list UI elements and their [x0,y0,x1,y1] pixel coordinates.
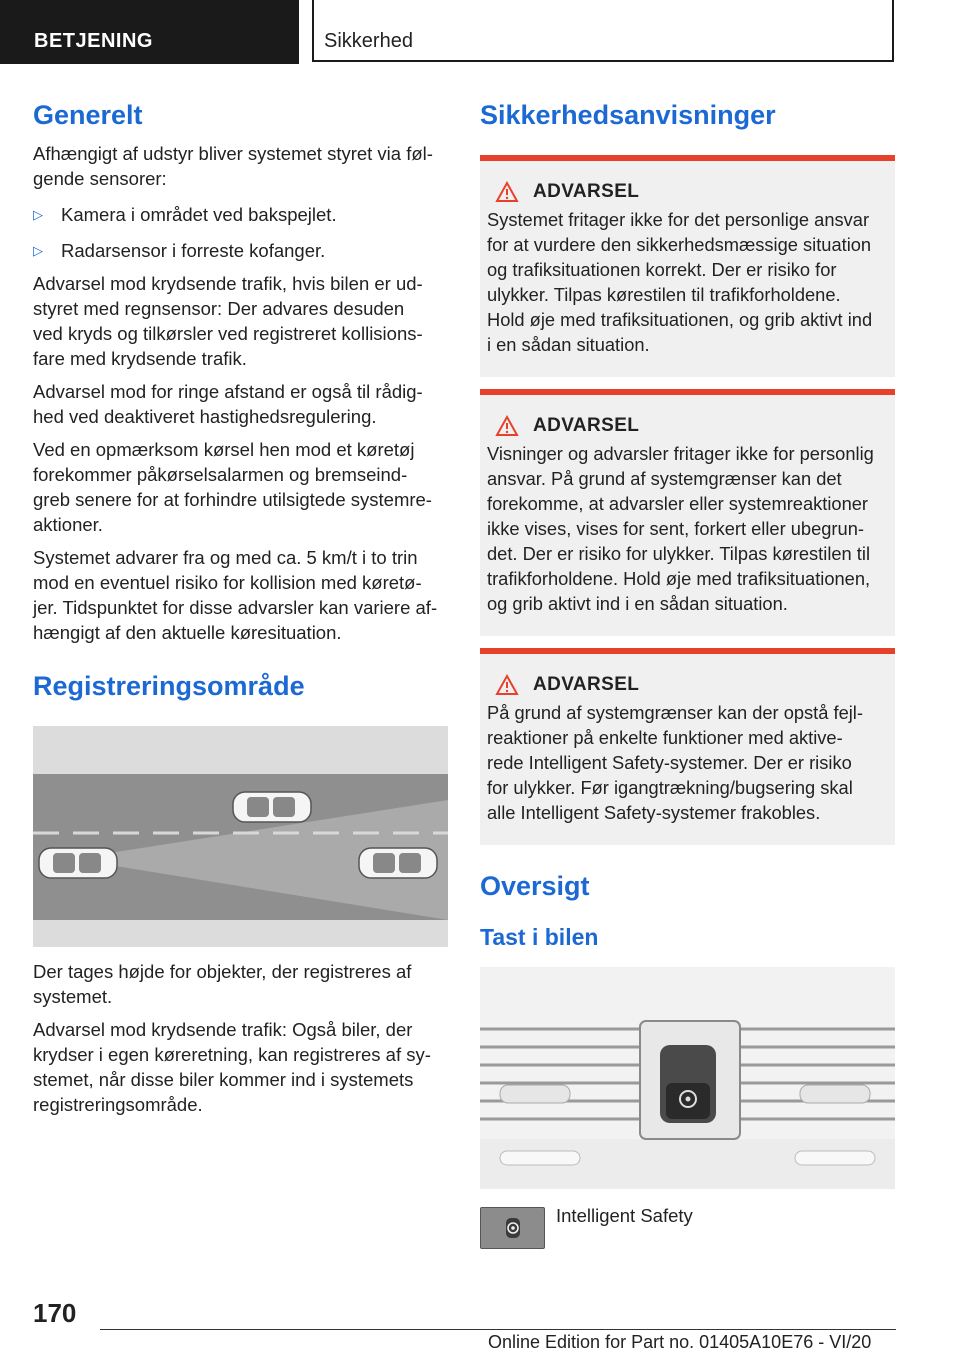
heading-oversigt: Oversigt [480,871,590,901]
warning-box [480,648,895,845]
left-column [33,100,448,1117]
triangle-bullet-icon: ▷ [33,207,43,222]
triangle-bullet-icon: ▷ [33,243,43,258]
car-icon [359,848,437,878]
paragraph: Advarsel mod krydsende trafik: Også biler, der krydser i egen køreretning, kan registreres af sy- stemet, når disse biler kommer ind i systemets registreringsområde. [33,1019,431,1115]
paragraph: Systemet advarer fra og med ca. 5 km/t i to trin mod en eventuel risiko for kollision med køretø- jer. Tidspunktet for disse advarsler kan variere af- hængigt af den aktuelle køresituation. [33,547,438,643]
heading-sikkerhedsanvisninger: Sikkerhedsanvisninger [480,100,776,130]
chapter-tab [312,0,894,62]
warning-label: ADVARSEL [533,415,640,436]
list-item [33,202,448,227]
console-button-photo [480,967,895,1189]
page-number: 170 [33,1298,77,1328]
car-icon [233,792,311,822]
warning-triangle-icon [495,415,519,437]
section-title: BETJENING [34,30,153,52]
detection-area-illustration [33,726,448,947]
intelligent-safety-button-icon [480,1207,545,1249]
warning-label: ADVARSEL [533,674,640,695]
button-caption: Intelligent Safety [556,1205,693,1226]
heading-tast-i-bilen: Tast i bilen [480,924,599,950]
button-legend [480,1207,895,1249]
list-item-text: Radarsensor i forreste kofanger. [61,240,326,261]
warning-triangle-icon [495,674,519,696]
edition-text: Online Edition for Part no. 01405A10E76 - VI/20 [488,1332,872,1352]
list-item-text: Kamera i området ved bakspejlet. [61,204,337,225]
warning-box [480,155,895,377]
paragraph: Advarsel mod for ringe afstand er også til rådig- hed ved deaktiveret hastighedsregulering. [33,381,423,427]
warning-text: På grund af systemgrænser kan der opstå fejl- reaktioner på enkelte funktioner med aktive- rede Intelligent Safety-systemer. Der er risiko for ulykker. Før igangtrækning/bugsering skal alle Intelligent Safety-systemer frakobles. [487,702,863,823]
warning-triangle-icon [495,181,519,203]
warning-box [480,389,895,636]
section-tab [0,0,299,64]
paragraph: Ved en opmærksom kørsel hen mod et køretøj forekommer påkørselsalarmen og bremseind- greb senere for at forhindre utilsigtede systemre- aktioner. [33,439,432,535]
right-column [480,100,895,1249]
footer-divider [100,1329,896,1330]
intro-paragraph: Afhængigt af udstyr bliver systemet styret via føl- gende sensorer: [33,143,433,189]
warning-text: Systemet fritager ikke for det personlige ansvar for at vurdere den sikkerhedsmæssige situation og trafiksituationen korrekt. Der er risiko for ulykker. Tilpas kørestilen til trafikforholdene. Hold øje med trafiksituationen, og grib aktivt ind i en sådan situation. [487,209,873,355]
warning-text: Visninger og advarsler fritager ikke for personlig ansvar. På grund af systemgrænser kan det forekomme, at advarsler eller systemreaktioner ikke vises, vises for sent, forkert eller ubegrun- det. Der er risiko for ulykker. Tilpas kørestilen til trafikforholdene. Hold øje med trafiksituationen, og grib aktivt ind i en sådan situation. [487,443,874,614]
warning-label: ADVARSEL [533,181,640,202]
chapter-title: Sikkerhed [324,30,413,52]
list-item [33,238,448,263]
paragraph: Advarsel mod krydsende trafik, hvis bilen er ud- styret med regnsensor: Der advares desuden ved kryds og tilkørsler ved registreret kollisions- fare med krydsende trafik. [33,273,423,369]
paragraph: Der tages højde for objekter, der registreres af systemet. [33,961,412,1007]
heading-registreringsomraade: Registreringsområde [33,671,305,701]
heading-generelt: Generelt [33,100,143,130]
car-icon [39,848,117,878]
